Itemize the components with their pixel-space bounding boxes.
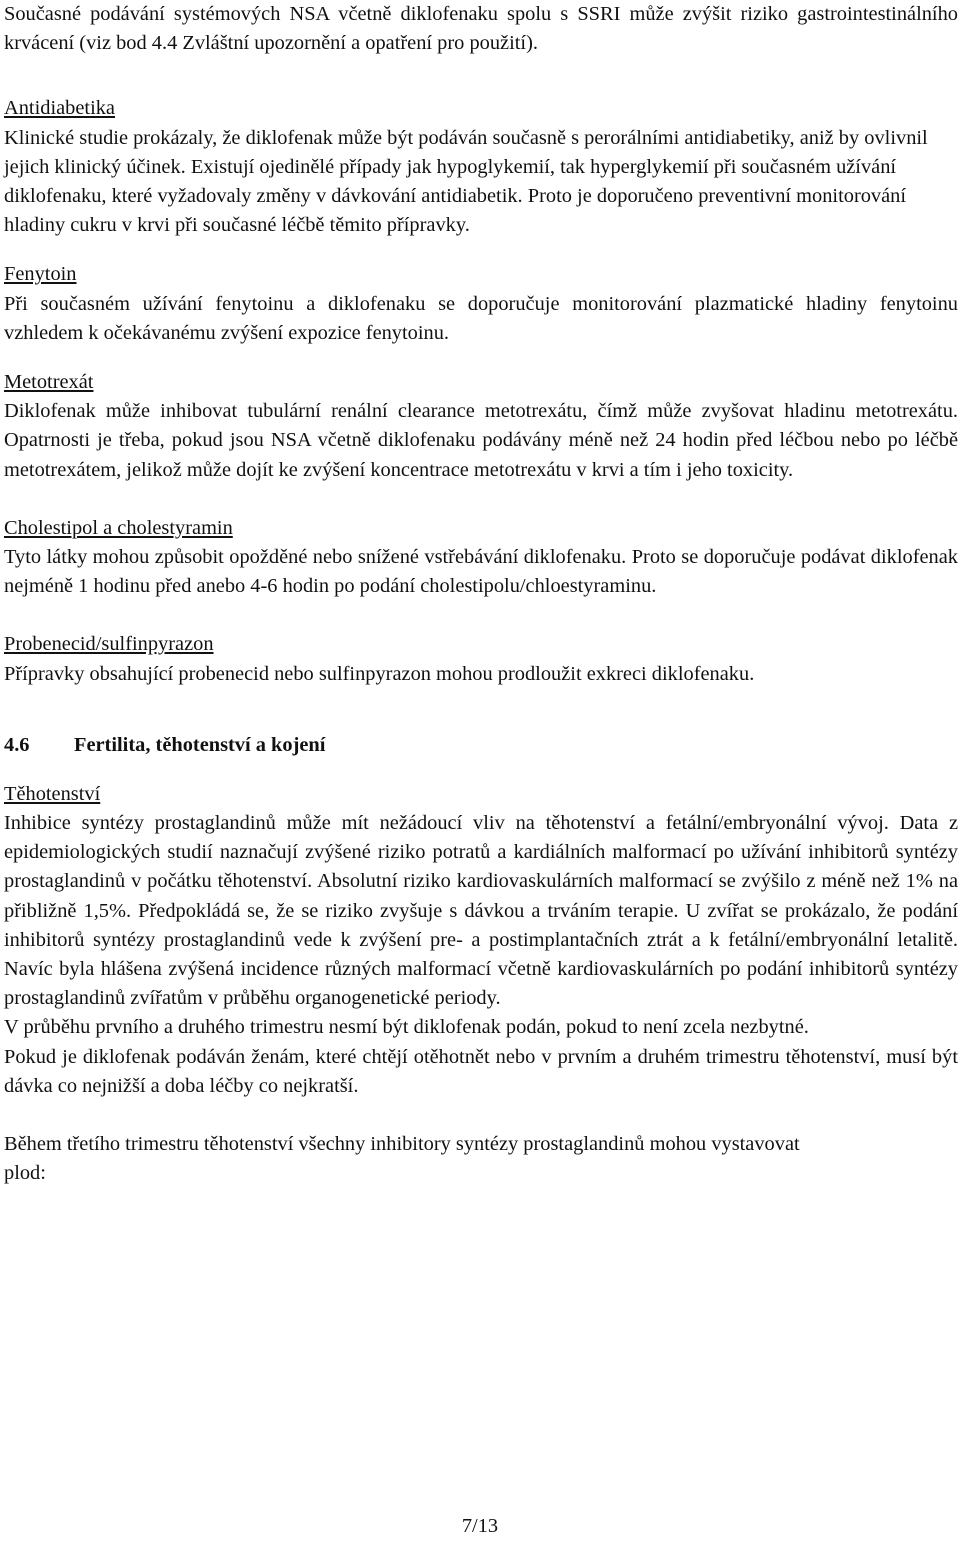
antidiabetics-paragraph: Klinické studie prokázaly, že diklofenak může být podáván současně s perorálními antidiabetiky, aniž by ovlivnil jejich klinický účinek. Existují ojedinělé případy jak hypoglykemií, tak hyperglykemií při současném užívání diklofenaku, které vyžadovaly změny v dávkování antidiabetik. Proto je doporučeno preventivní monitorování hladiny cukru v krvi při současné léčbě těmito přípravky. <box>4 126 928 237</box>
cholestipol-paragraph: Tyto látky mohou způsobit opožděné nebo snížené vstřebávání diklofenaku. Proto se doporučuje podávat diklofenak nejméně 1 hodinu před anebo 4-6 hodin po podání cholestipolu/chloestyraminu. <box>4 546 958 598</box>
methotrexate-heading: Metotrexát <box>4 371 94 394</box>
methotrexate-paragraph: Diklofenak může inhibovat tubulární renální clearance metotrexátu, čímž může zvyšovat hladinu metotrexátu. Opatrnosti je třeba, pokud jsou NSA včetně diklofenaku podávány méně než 24 hodin před léčbou nebo po léčbě metotrexátem, jelikož může dojít ke zvýšení koncentrace metotrexátu v krvi a tím i jeho toxicity. <box>4 400 958 481</box>
document-page <box>4 0 958 1189</box>
antidiabetics-heading: Antidiabetika <box>4 97 115 120</box>
intro-paragraph: Současné podávání systémových NSA včetně diklofenaku spolu s SSRI může zvýšit riziko gastrointestinálního krvácení (viz bod 4.4 Zvláštní upozornění a opatření pro použití). <box>4 3 958 55</box>
page-number: 7/13 <box>461 1515 499 1537</box>
section-title <box>4 731 958 760</box>
pregnancy-paragraph-5: plod: <box>4 1162 46 1185</box>
cholestipol-heading: Cholestipol a cholestyramin <box>4 516 233 539</box>
pregnancy-paragraph-4: Během třetího trimestru těhotenství všechny inhibitory syntézy prostaglandinů mohou vystavovat <box>4 1133 800 1156</box>
pregnancy-heading: Těhotenství <box>4 782 101 805</box>
pregnancy-paragraph-2: V průběhu prvního a druhého trimestru nesmí být diklofenak podán, pokud to není zcela nezbytné. <box>4 1016 809 1039</box>
section-title-text: Fertilita, těhotenství a kojení <box>74 733 326 756</box>
probenecid-heading: Probenecid/sulfinpyrazon <box>4 633 214 656</box>
probenecid-paragraph: Přípravky obsahující probenecid nebo sulfinpyrazon mohou prodloužit exkreci diklofenaku. <box>4 662 755 685</box>
phenytoin-heading: Fenytoin <box>4 263 77 286</box>
pregnancy-paragraph-1: Inhibice syntézy prostaglandinů může mít nežádoucí vliv na těhotenství a fetální/embryonální vývoj. Data z epidemiologických studií naznačují zvýšené riziko potratů a kardiálních malformací po užívání inhibitorů syntézy prostaglandinů v počátku těhotenství. Absolutní riziko kardiovaskulárních malformací se zvýšilo z méně než 1% na přibližně 1,5%. Předpokládá se, že se riziko zvyšuje s dávkou a trváním terapie. U zvířat se prokázalo, že podání inhibitorů syntézy prostaglandinů vede k zvýšení pre- a postimplantačních ztrát a k fetální/embryonální letalitě. Navíc byla hlášena zvýšená incidence různých malformací včetně kardiovaskulárních po podání inhibitorů syntézy prostaglandinů zvířatům v průběhu organogenetické periody. <box>4 812 958 1010</box>
phenytoin-paragraph: Při současném užívání fenytoinu a diklofenaku se doporučuje monitorování plazmatické hladiny fenytoinu vzhledem k očekávanému zvýšení expozice fenytoinu. <box>4 292 958 344</box>
pregnancy-paragraph-3: Pokud je diklofenak podáván ženám, které chtějí otěhotnět nebo v prvním a druhém trimestru těhotenství, musí být dávka co nejnižší a doba léčby co nejkratší. <box>4 1045 958 1097</box>
section-number: 4.6 <box>4 733 30 756</box>
